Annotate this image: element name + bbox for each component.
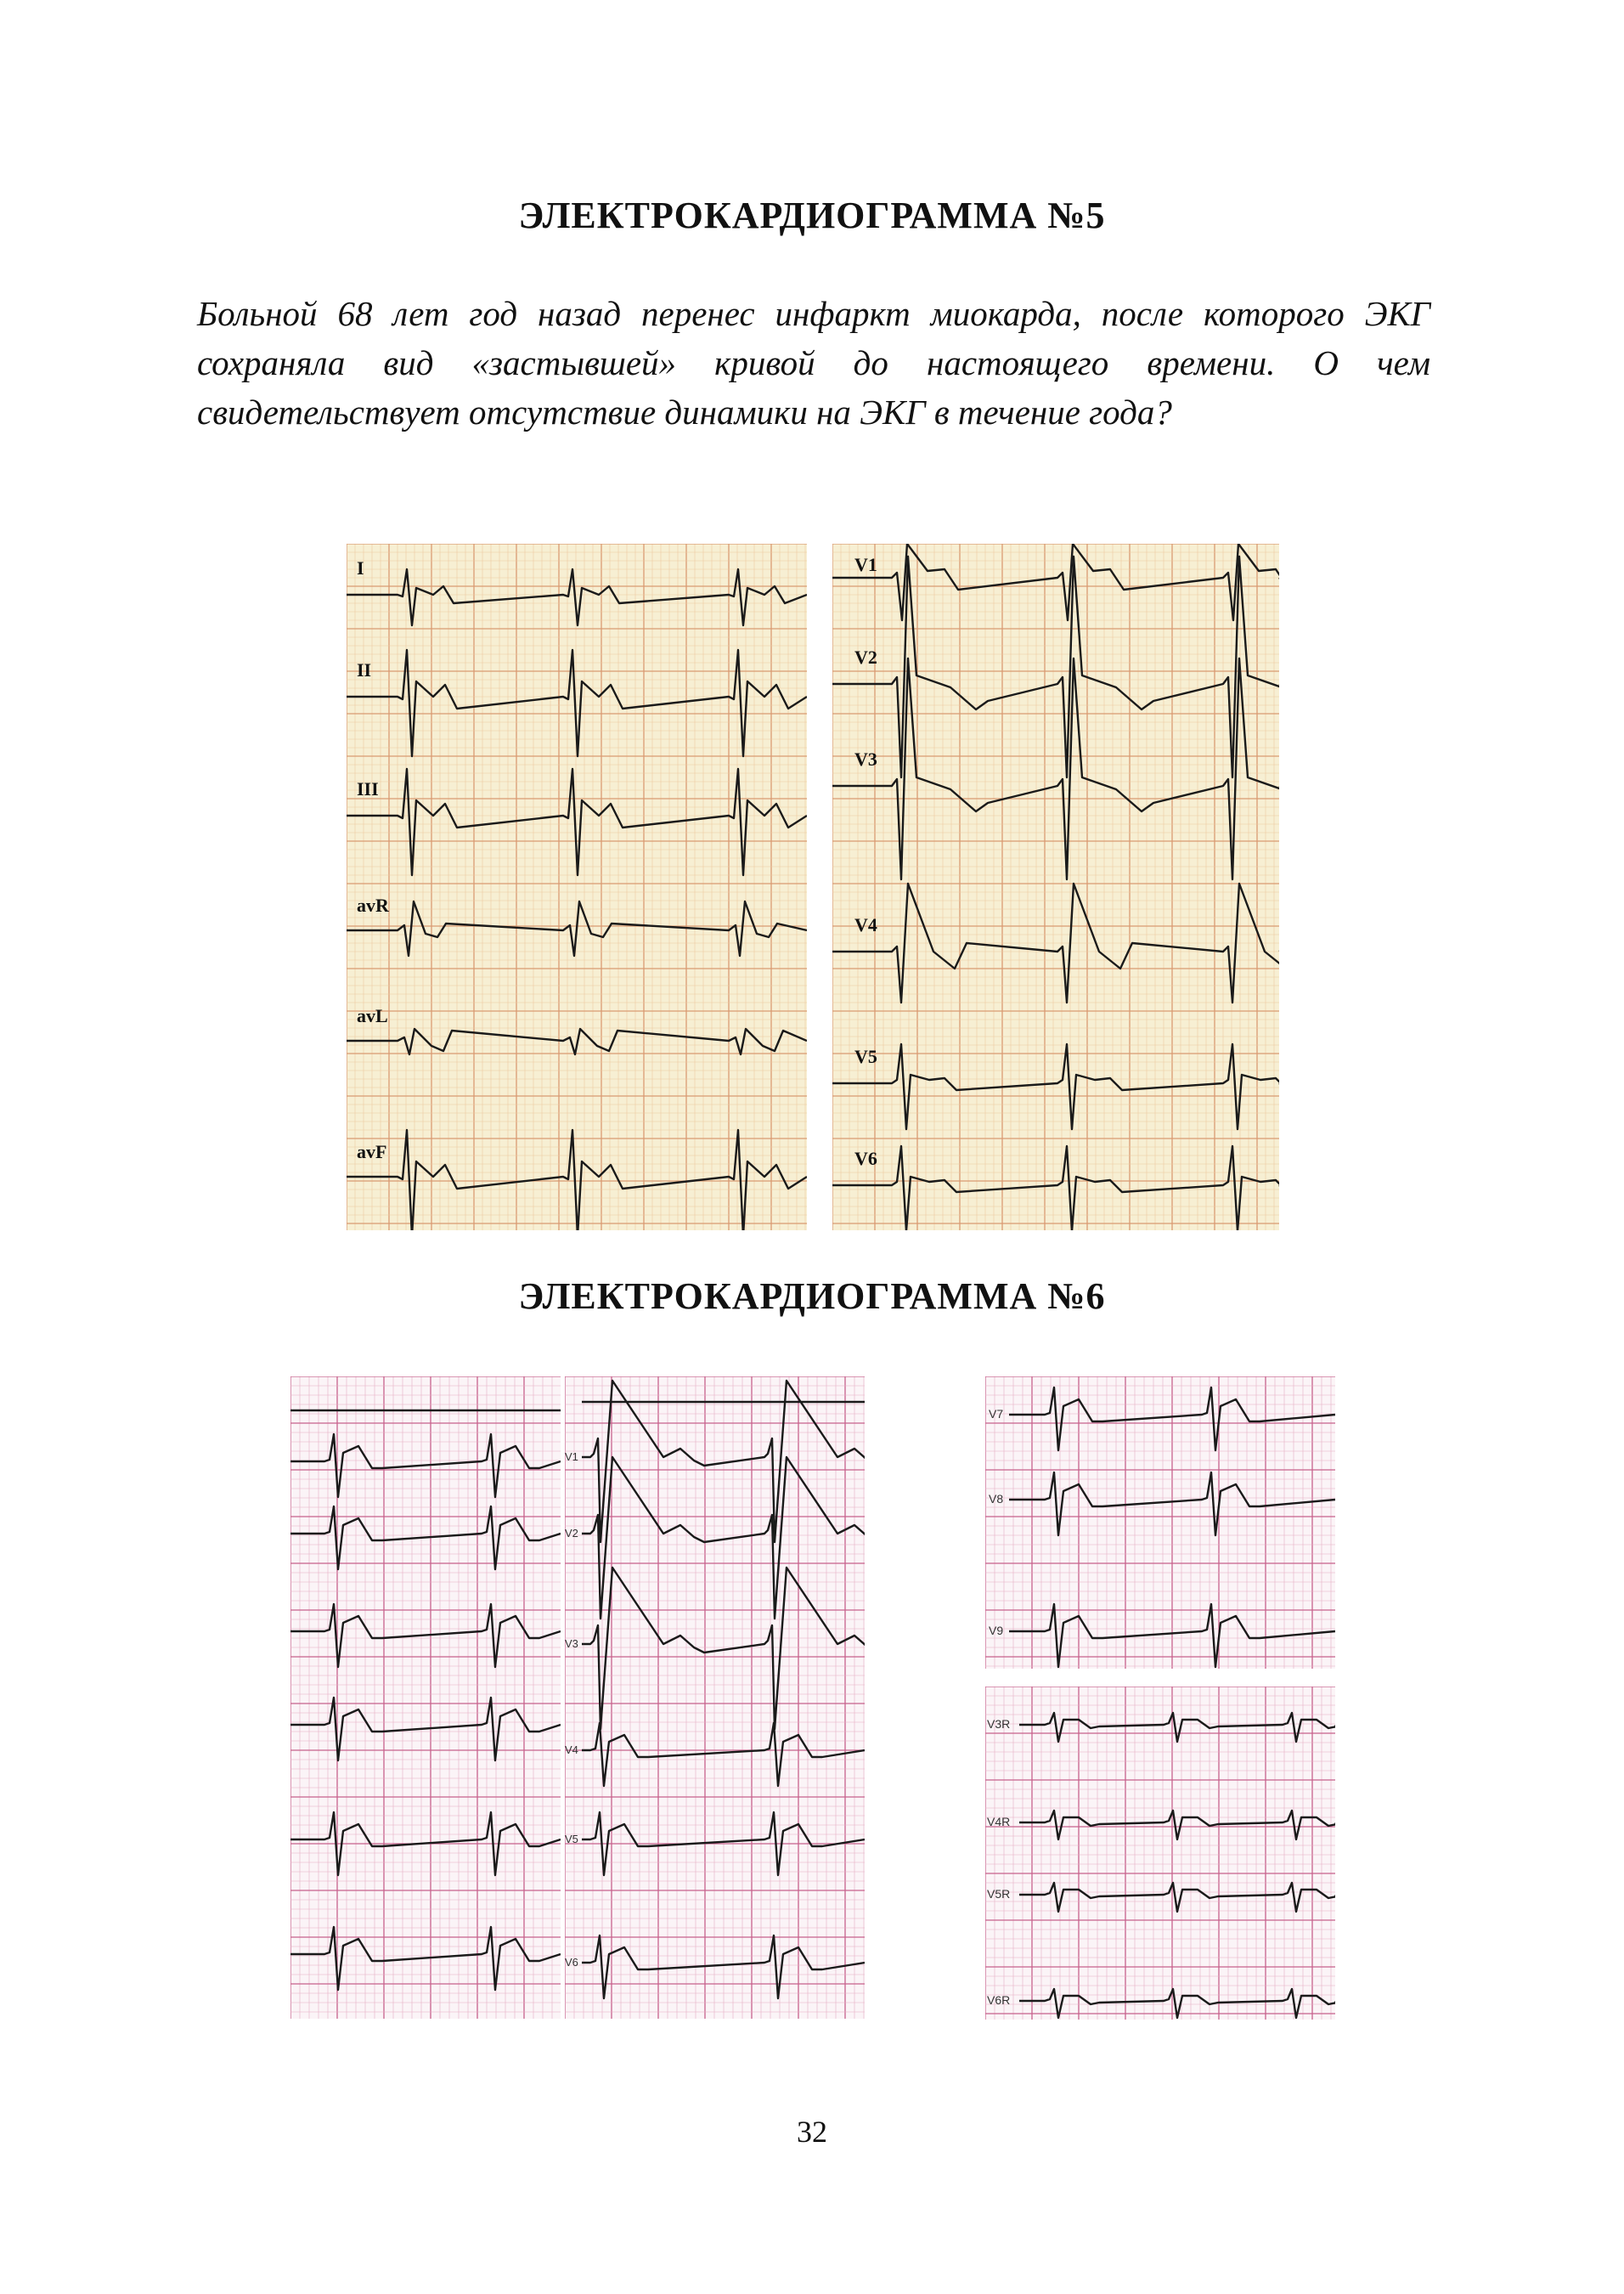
lead-label-v1: V1	[565, 1450, 578, 1463]
ecg6-chest-leads-strip	[565, 1376, 865, 2019]
lead-label-v4: V4	[854, 914, 877, 935]
lead-label-avl: avL	[357, 1005, 388, 1026]
lead-label-v6r: V6R	[987, 1993, 1011, 2007]
lead-label-iii: III	[357, 778, 379, 800]
lead-label-avr: avR	[357, 895, 389, 916]
lead-label-v3: V3	[565, 1637, 578, 1650]
lead-label-v2: V2	[854, 647, 877, 668]
ecg5-chest-leads-strip	[832, 544, 1279, 1230]
ecg6-strip-left	[290, 1376, 561, 2019]
lead-label-v9: V9	[989, 1624, 1004, 1637]
lead-label-v7: V7	[989, 1407, 1004, 1421]
lead-label-v6: V6	[565, 1956, 578, 1969]
ecg5-limb-leads-strip	[347, 544, 807, 1230]
lead-label-v2: V2	[565, 1527, 578, 1540]
lead-label-v5r: V5R	[987, 1887, 1011, 1901]
lead-label-v8: V8	[989, 1492, 1004, 1506]
page-number: 32	[797, 2115, 827, 2149]
lead-label-ii: II	[357, 659, 372, 681]
lead-label-v1: V1	[854, 554, 877, 575]
ecg6-title: ЭЛЕКТРОКАРДИОГРАММА №6	[518, 1275, 1106, 1317]
lead-label-avf: avF	[357, 1141, 387, 1162]
lead-label-v4: V4	[565, 1743, 578, 1756]
lead-label-v4r: V4R	[987, 1815, 1011, 1828]
ecg5-question: Больной 68 лет год назад перенес инфаркт миокарда, после которого ЭКГ сохраняла вид «застывшей» кривой до настоящего времени. О чем свидетельствует отсутствие динамики на ЭКГ в течение года?	[197, 294, 1430, 432]
lead-label-i: I	[357, 557, 364, 579]
ecg6-right-leads-strip	[985, 1687, 1335, 2020]
ecg5-title: ЭЛЕКТРОКАРДИОГРАММА №5	[518, 195, 1106, 236]
lead-label-v3r: V3R	[987, 1717, 1011, 1731]
lead-label-v5: V5	[565, 1833, 578, 1845]
lead-label-v3: V3	[854, 749, 877, 770]
lead-label-v6: V6	[854, 1148, 877, 1169]
ecg6-posterior-leads-strip	[985, 1376, 1335, 1669]
lead-label-v5: V5	[854, 1046, 877, 1067]
